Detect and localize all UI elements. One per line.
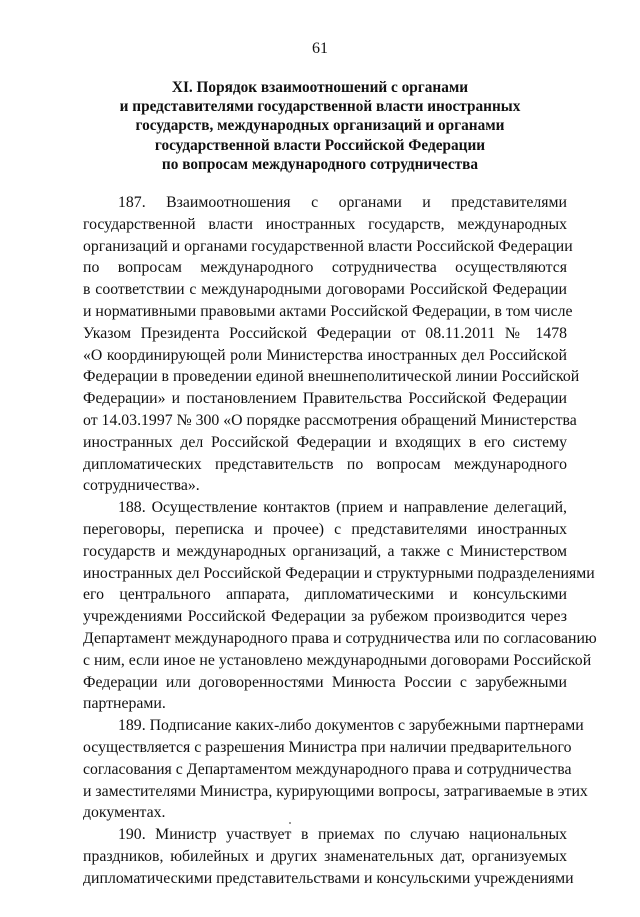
paragraph-line: осуществляется с разрешения Министра при наличии предварительного bbox=[83, 738, 572, 756]
paragraph-line: его центрального аппарата, дипломатическими и консульскими bbox=[83, 586, 567, 604]
paragraph-line: дипломатическими представительствами и консульскими учреждениями bbox=[83, 869, 574, 887]
paragraph-line: иностранных дел Российской Федерации и структурными подразделениями bbox=[83, 564, 595, 582]
paragraph-line: переговоры, переписка и прочее) с представителями иностранных bbox=[83, 520, 567, 538]
paragraph-line: и заместителями Министра, курирующими вопросы, затрагиваемые в этих bbox=[83, 782, 588, 800]
paragraph-line: и нормативными правовыми актами Российской Федерации, в том числе bbox=[83, 302, 573, 320]
paragraph-line: сотрудничества». bbox=[83, 477, 200, 495]
paragraph-line: 190. Министр участвует в приемах по случаю национальных bbox=[118, 826, 567, 844]
document-body bbox=[83, 192, 597, 890]
paragraph-line: согласования с Департаментом международного права и сотрудничества bbox=[83, 760, 572, 778]
heading-line: и представителями государственной власти иностранных bbox=[119, 98, 521, 116]
section-heading bbox=[60, 78, 580, 174]
paragraph bbox=[83, 192, 580, 497]
paragraph-line: 188. Осуществление контактов (прием и направление делегаций, bbox=[118, 499, 567, 517]
paragraph-line: от 14.03.1997 № 300 «О порядке рассмотрения обращений Министерства bbox=[83, 411, 577, 429]
heading-line: государственной власти Российской Федерации bbox=[154, 136, 486, 154]
scan-speck bbox=[289, 822, 291, 824]
paragraph-line: государств и международных организаций, а также с Министерством bbox=[83, 542, 567, 560]
paragraph-line: Федерации или договоренностями Минюста России с зарубежными bbox=[83, 673, 567, 691]
paragraph-line: документах. bbox=[83, 804, 166, 822]
paragraph-line: праздников, юбилейных и других знаменательных дат, организуемых bbox=[83, 847, 567, 865]
paragraph-line: организаций и органами государственной власти Российской Федерации bbox=[83, 237, 573, 255]
paragraph-line: учреждениями Российской Федерации за рубежом производится через bbox=[83, 608, 567, 626]
paragraph-line: дипломатических представительств по вопросам международного bbox=[83, 455, 567, 473]
paragraph-line: «О координирующей роли Министерства иностранных дел Российской bbox=[83, 346, 567, 364]
paragraph-line: Федерации в проведении единой внешнеполитической линии Российской bbox=[83, 368, 580, 386]
paragraph-line: в соответствии с международными договорами Российской Федерации bbox=[83, 281, 567, 299]
heading-line: по вопросам международного сотрудничества bbox=[161, 155, 479, 173]
paragraph-line: с ним, если иное не установлено международными договорами Российской bbox=[83, 651, 592, 669]
paragraph-line: государственной власти иностранных государств, международных bbox=[83, 215, 567, 233]
paragraph-line: Департамент международного права и сотрудничества или по согласованию bbox=[83, 629, 597, 647]
paragraph-line: Федерации» и постановлением Правительства Российской Федерации bbox=[83, 390, 567, 408]
paragraph bbox=[83, 824, 574, 889]
heading-line: государств, международных организаций и органами bbox=[135, 117, 505, 135]
paragraph bbox=[83, 715, 588, 824]
page-number: 61 bbox=[312, 40, 328, 57]
paragraph bbox=[83, 497, 597, 715]
heading-line: XI. Порядок взаимоотношений с органами bbox=[171, 79, 469, 96]
paragraph-line: Указом Президента Российской Федерации от 08.11.2011 № 1478 bbox=[83, 324, 567, 342]
paragraph-line: 187. Взаимоотношения с органами и представителями bbox=[118, 194, 567, 211]
paragraph-line: партнерами. bbox=[83, 695, 166, 713]
paragraph-line: 189. Подписание каких-либо документов с зарубежными партнерами bbox=[118, 717, 584, 735]
paragraph-line: иностранных дел Российской Федерации и входящих в его систему bbox=[83, 433, 567, 451]
paragraph-line: по вопросам международного сотрудничества осуществляются bbox=[83, 259, 567, 277]
